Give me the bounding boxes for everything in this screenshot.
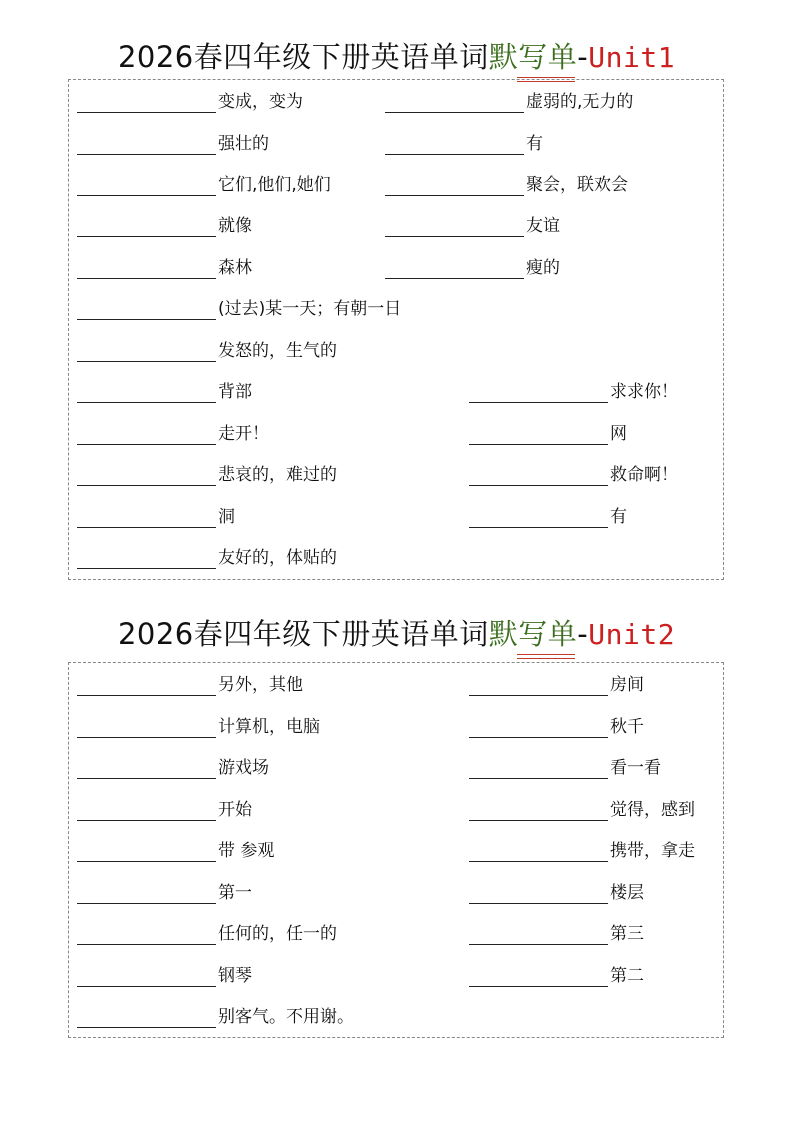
answer-blank[interactable] xyxy=(469,717,608,738)
answer-blank[interactable] xyxy=(469,424,608,445)
answer-blank[interactable] xyxy=(385,216,524,237)
word-meaning: 友谊 xyxy=(526,216,560,236)
answer-blank[interactable] xyxy=(385,134,524,155)
answer-blank[interactable] xyxy=(77,717,216,738)
word-meaning: 带 参观 xyxy=(218,841,275,861)
answer-blank[interactable] xyxy=(469,924,608,945)
answer-blank[interactable] xyxy=(77,216,216,237)
answer-blank[interactable] xyxy=(77,841,216,862)
word-meaning: 钢琴 xyxy=(218,966,252,986)
word-meaning: 网 xyxy=(610,424,627,444)
word-meaning: 房间 xyxy=(610,675,644,695)
answer-blank[interactable] xyxy=(77,92,216,113)
answer-blank[interactable] xyxy=(385,258,524,279)
answer-blank[interactable] xyxy=(77,424,216,445)
unit1-title-highlight: 默写单 xyxy=(489,35,578,76)
answer-blank[interactable] xyxy=(77,258,216,279)
answer-blank[interactable] xyxy=(77,883,216,904)
word-meaning: 有 xyxy=(610,507,627,527)
answer-blank[interactable] xyxy=(469,841,608,862)
answer-blank[interactable] xyxy=(77,758,216,779)
word-meaning: 瘦的 xyxy=(526,258,560,278)
unit2-title-main: 2026春四年级下册英语单词 xyxy=(117,617,489,651)
word-meaning: 第一 xyxy=(218,883,252,903)
word-meaning: 发怒的，生气的 xyxy=(218,341,337,361)
word-meaning: 有 xyxy=(526,134,543,154)
word-meaning: 洞 xyxy=(218,507,235,527)
word-meaning: 虚弱的,无力的 xyxy=(526,92,634,112)
word-meaning: 悲哀的，难过的 xyxy=(218,465,337,485)
unit2-title xyxy=(0,612,793,653)
answer-blank[interactable] xyxy=(469,883,608,904)
word-meaning: 游戏场 xyxy=(218,758,269,778)
answer-blank[interactable] xyxy=(77,382,216,403)
word-meaning: 秋千 xyxy=(610,717,644,737)
word-meaning: 计算机，电脑 xyxy=(218,717,320,737)
answer-blank[interactable] xyxy=(77,507,216,528)
word-meaning: 森林 xyxy=(218,258,252,278)
answer-blank[interactable] xyxy=(469,382,608,403)
answer-blank[interactable] xyxy=(469,966,608,987)
answer-blank[interactable] xyxy=(77,924,216,945)
answer-blank[interactable] xyxy=(77,175,216,196)
answer-blank[interactable] xyxy=(77,548,216,569)
answer-blank[interactable] xyxy=(77,134,216,155)
word-meaning: 就像 xyxy=(218,216,252,236)
unit2-title-dash: - xyxy=(577,617,589,651)
word-meaning: 楼层 xyxy=(610,883,644,903)
word-meaning: 聚会，联欢会 xyxy=(526,175,628,195)
unit2-word-box xyxy=(68,662,724,1038)
word-meaning: 它们,他们,她们 xyxy=(218,175,331,195)
answer-blank[interactable] xyxy=(469,800,608,821)
answer-blank[interactable] xyxy=(77,341,216,362)
answer-blank[interactable] xyxy=(469,507,608,528)
word-meaning: 第三 xyxy=(610,924,644,944)
word-meaning: 走开！ xyxy=(218,424,269,444)
unit2-title-highlight: 默写单 xyxy=(489,612,578,653)
unit1-title-dash: - xyxy=(577,40,589,74)
word-meaning: 友好的，体贴的 xyxy=(218,548,337,568)
word-meaning: 任何的，任一的 xyxy=(218,924,337,944)
unit2-title-unit: Unit xyxy=(588,618,658,651)
unit1-title-unit: Unit xyxy=(588,41,658,74)
word-meaning: 求求你！ xyxy=(610,382,678,402)
unit1-word-box xyxy=(68,79,724,580)
unit1-title-main: 2026春四年级下册英语单词 xyxy=(117,40,489,74)
word-meaning: 另外，其他 xyxy=(218,675,303,695)
answer-blank[interactable] xyxy=(385,92,524,113)
word-meaning: 别客气。不用谢。 xyxy=(218,1007,354,1027)
answer-blank[interactable] xyxy=(77,966,216,987)
answer-blank[interactable] xyxy=(77,1007,216,1028)
word-meaning: 变成，变为 xyxy=(218,92,303,112)
answer-blank[interactable] xyxy=(469,675,608,696)
word-meaning: 携带，拿走 xyxy=(610,841,695,861)
word-meaning: (过去)某一天；有朝一日 xyxy=(218,299,402,319)
answer-blank[interactable] xyxy=(77,800,216,821)
word-meaning: 第二 xyxy=(610,966,644,986)
unit1-title xyxy=(0,35,793,76)
word-meaning: 觉得，感到 xyxy=(610,800,695,820)
word-meaning: 背部 xyxy=(218,382,252,402)
answer-blank[interactable] xyxy=(385,175,524,196)
answer-blank[interactable] xyxy=(469,465,608,486)
word-meaning: 救命啊！ xyxy=(610,465,678,485)
unit2-title-unit-num: 2 xyxy=(657,618,676,651)
answer-blank[interactable] xyxy=(469,758,608,779)
unit1-title-unit-num: 1 xyxy=(657,41,676,74)
answer-blank[interactable] xyxy=(77,675,216,696)
word-meaning: 看一看 xyxy=(610,758,661,778)
answer-blank[interactable] xyxy=(77,465,216,486)
answer-blank[interactable] xyxy=(77,299,216,320)
word-meaning: 开始 xyxy=(218,800,252,820)
word-meaning: 强壮的 xyxy=(218,134,269,154)
